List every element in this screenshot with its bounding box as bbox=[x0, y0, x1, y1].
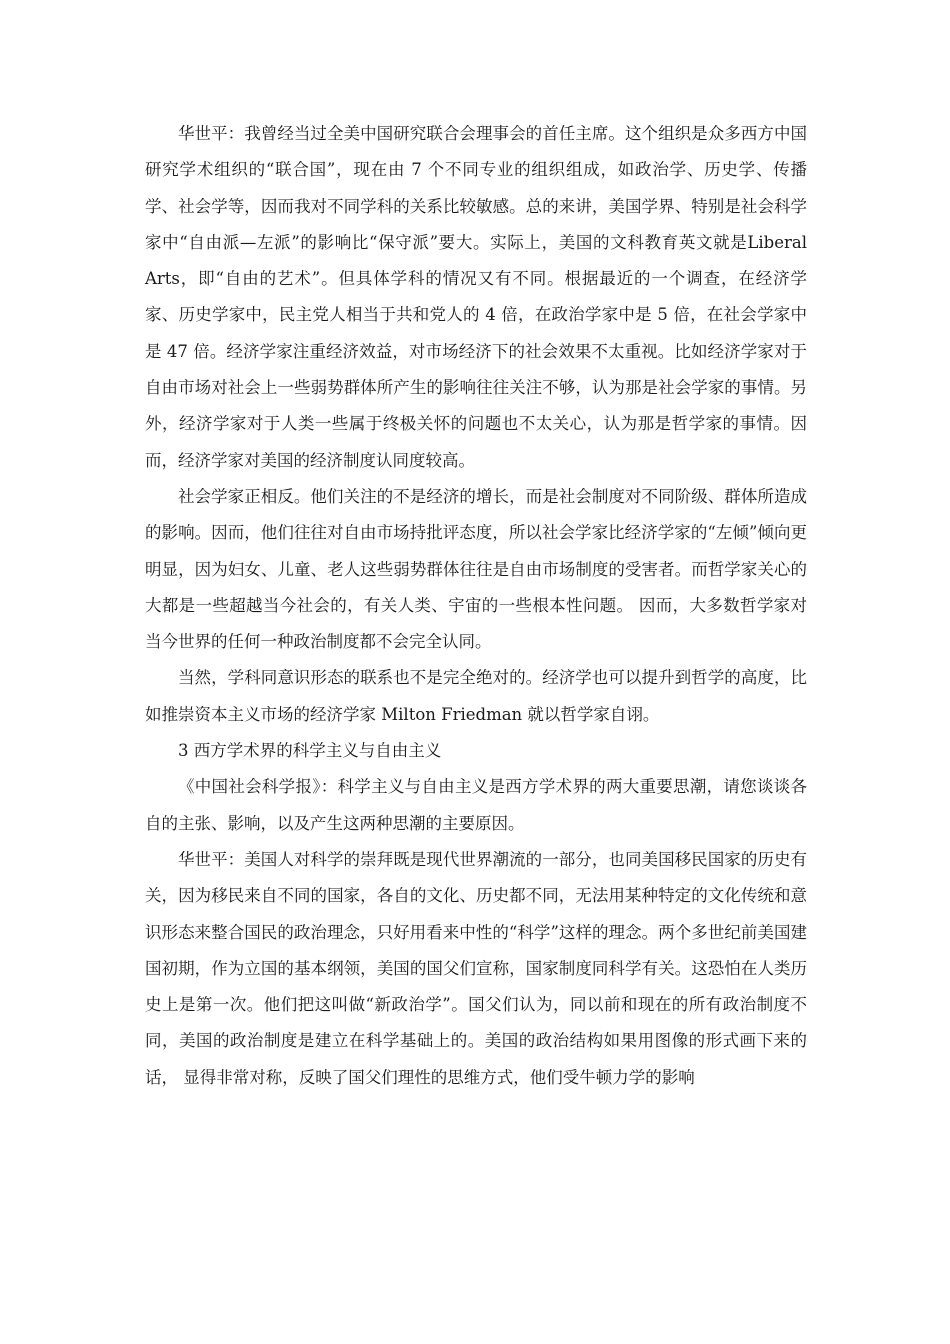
paragraph-question: 《中国社会科学报》：科学主义与自由主义是西方学术界的两大重要思潮，请您谈谈各自的主张、影响，以及产生这两种思潮的主要原因。 bbox=[145, 777, 807, 833]
paragraph-hua-shiping-answer-1: 华世平：我曾经当过全美中国研究联合会理事会的首任主席。这个组织是众多西方中国研究学术组织的“联合国”，现在由 7 个不同专业的组织组成，如政治学、历史学、传播学、社会学等，因而我对不同学科的关系比较敏感。总的来讲，美国学界、特别是社会科学家中“自由派—左派”的影响比“保守派”要大。实际上，美国的文科教育英文就是Liberal Arts，即“自由的艺术”。但具体学科的情况又有不同。根据最近的一个调查，在经济学家、历史学家中，民主党人相当于共和党人的 4 倍，在政治学家中是 5 倍，在社会学家中是 47 倍。经济学家注重经济效益，对市场经济下的社会效果不太重视。比如经济学家对于自由市场对社会上一些弱势群体所产生的影响往往关注不够，认为那是社会学家的事情。另外，经济学家对于人类一些属于终极关怀的问题也不太关心，认为那是哲学家的事情。因而，经济学家对美国的经济制度认同度较高。 bbox=[145, 124, 807, 470]
paragraph-sociologists: 社会学家正相反。他们关注的不是经济的增长，而是社会制度对不同阶级、群体所造成的影响。因而，他们往往对自由市场持批评态度，所以社会学家比经济学家的“左倾”倾向更明显，因为妇女、儿童、老人这些弱势群体往往是自由市场制度的受害者。而哲学家关心的大都是一些超越当今社会的，有关人类、宇宙的一些根本性问题。 因而，大多数哲学家对当今世界的任何一种政治制度都不会完全认同。 bbox=[145, 486, 807, 652]
paragraph-ideology-link: 当然，学科同意识形态的联系也不是完全绝对的。经济学也可以提升到哲学的高度，比如推崇资本主义市场的经济学家 Milton Friedman 就以哲学家自诩。 bbox=[145, 668, 807, 724]
section-heading: 3 西方学术界的科学主义与自由主义 bbox=[178, 741, 442, 761]
paragraph-hua-shiping-answer-2: 华世平：美国人对科学的崇拜既是现代世界潮流的一部分，也同美国移民国家的历史有关，因为移民来自不同的国家，各自的文化、历史都不同，无法用某种特定的文化传统和意识形态来整合国民的政治理念，只好用看来中性的“科学”这样的理念。两个多世纪前美国建国初期，作为立国的基本纲领，美国的国父们宣称，国家制度同科学有关。这恐怕在人类历史上是第一次。他们把这叫做“新政治学”。国父们认为，同以前和现在的所有政治制度不同，美国的政治制度是建立在科学基础上的。美国的政治结构如果用图像的形式画下来的话， 显得非常对称，反映了国父们理性的思维方式，他们受牛顿力学的影响 bbox=[145, 849, 807, 1087]
article-body bbox=[145, 116, 807, 1096]
